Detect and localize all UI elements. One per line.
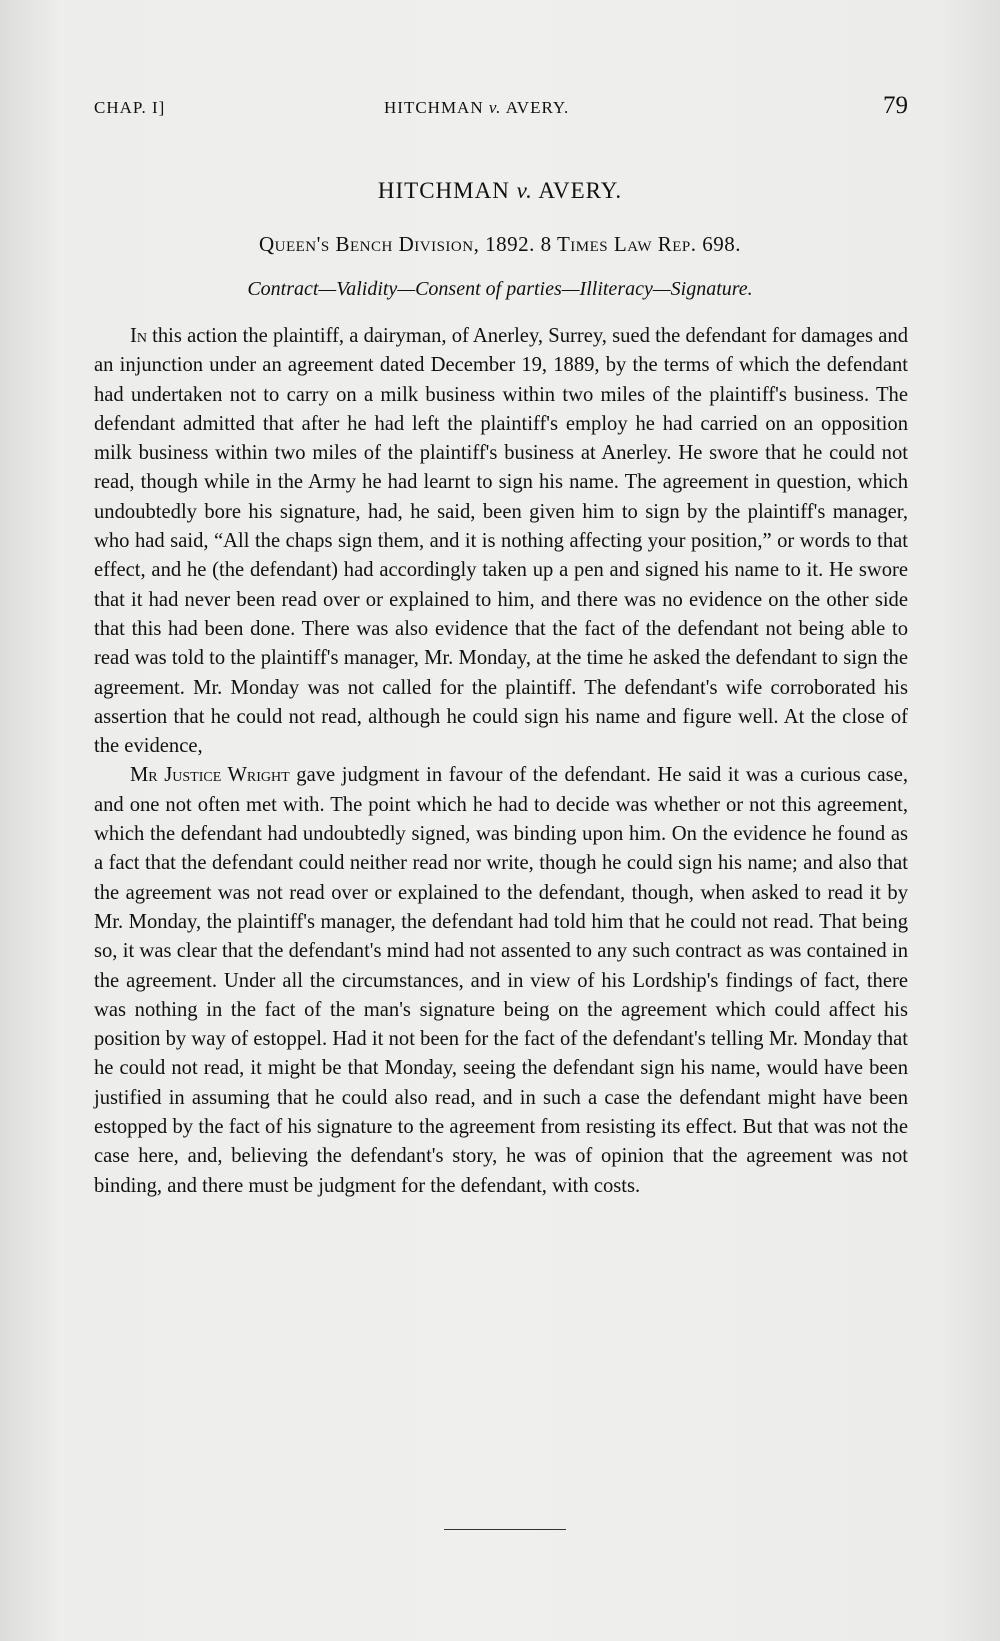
case-title <box>0 178 1000 204</box>
paragraph-facts-text: this action the plaintiff, a dairyman, of Anerley, Surrey, sued the defendant for damages and an injunction under an agreement dated December 19, 1889, by the terms of which the defendant had undertaken not to carry on a milk business within two miles of the plaintiff's business. The defendant admitted that after he had left the plaintiff's employ he had carried on an opposition milk business within two miles of the plaintiff's business at Anerley. He swore that he could not read, though while in the Army he had learnt to sign his name. The agreement in question, which undoubtedly bore his signature, had, he said, been given him to sign by the plaintiff's manager, who had said, “All the chaps sign them, and it is nothing affecting your position,” or words to that effect, and he (the defendant) had accordingly taken up a pen and signed his name to it. He swore that it had never been read over or explained to him, and there was no evidence on the other side that this had been done. There was also evidence that the fact of the defendant not being able to read was told to the plaintiff's manager, Mr. Monday, at the time he asked the defendant to sign the agreement. Mr. Monday was not called for the plaintiff. The defendant's wife corroborated his assertion that he could not read, although he could sign his name and figure well. At the close of the evidence, <box>94 325 908 758</box>
paragraph-facts-lead: In <box>130 325 147 347</box>
case-title-plaintiff: HITCHMAN <box>377 178 510 203</box>
running-title-defendant: AVERY. <box>505 98 570 117</box>
chapter-label: CHAP. I] <box>94 98 166 117</box>
case-title-defendant: AVERY. <box>538 178 623 203</box>
paragraph-judgment-text: gave judgment in favour of the defendant. He said it was a curious case, and one not often met with. The point which he had to decide was whether or not this agreement, which the defendant had undoubtedly signed, was binding upon him. On the evidence he found as a fact that the defendant could neither read nor write, though he could sign his name; and also that the agreement was not read over or explained to the defendant, though, when asked to read it by Mr. Monday, the plaintiff's manager, the defendant had told him that he could not read. That being so, it was clear that the defendant's mind had not assented to any such contract as was contained in the agreement. Under all the circumstances, and in view of his Lordship's findings of fact, there was nothing in the fact of the man's signature being on the agreement which could affect his position by way of estoppel. Had it not been for the fact of the defendant's telling Mr. Monday that he could not read, it might be that Monday, seeing the defendant sign his name, would have been justified in assuming that he could also read, and in such a case the defendant might have been estopped by the fact of his signature to the agreement from resisting its effect. But that was not the case here, and, believing the defendant's story, he was of opinion that the agreement was not binding, and there must be judgment for the defendant, with costs. <box>94 764 908 1197</box>
paragraph-facts <box>94 322 908 761</box>
running-head <box>94 92 908 130</box>
court-citation: Queen's Bench Division, 1892. 8 Times Law Rep. 698. <box>258 232 742 256</box>
page-number: 79 <box>883 92 908 119</box>
judge-name: Mr Justice Wright <box>130 764 290 787</box>
case-title-versus: v. <box>516 178 533 203</box>
closing-rule <box>444 1529 566 1530</box>
running-title-versus: v. <box>488 98 502 117</box>
subject-headnote: Contract—Validity—Consent of parties—Illiteracy—Signature. <box>247 278 753 300</box>
body-text <box>94 322 908 1201</box>
running-title-plaintiff: HITCHMAN <box>384 98 484 117</box>
paragraph-judgment <box>94 761 908 1200</box>
running-title <box>384 98 569 118</box>
